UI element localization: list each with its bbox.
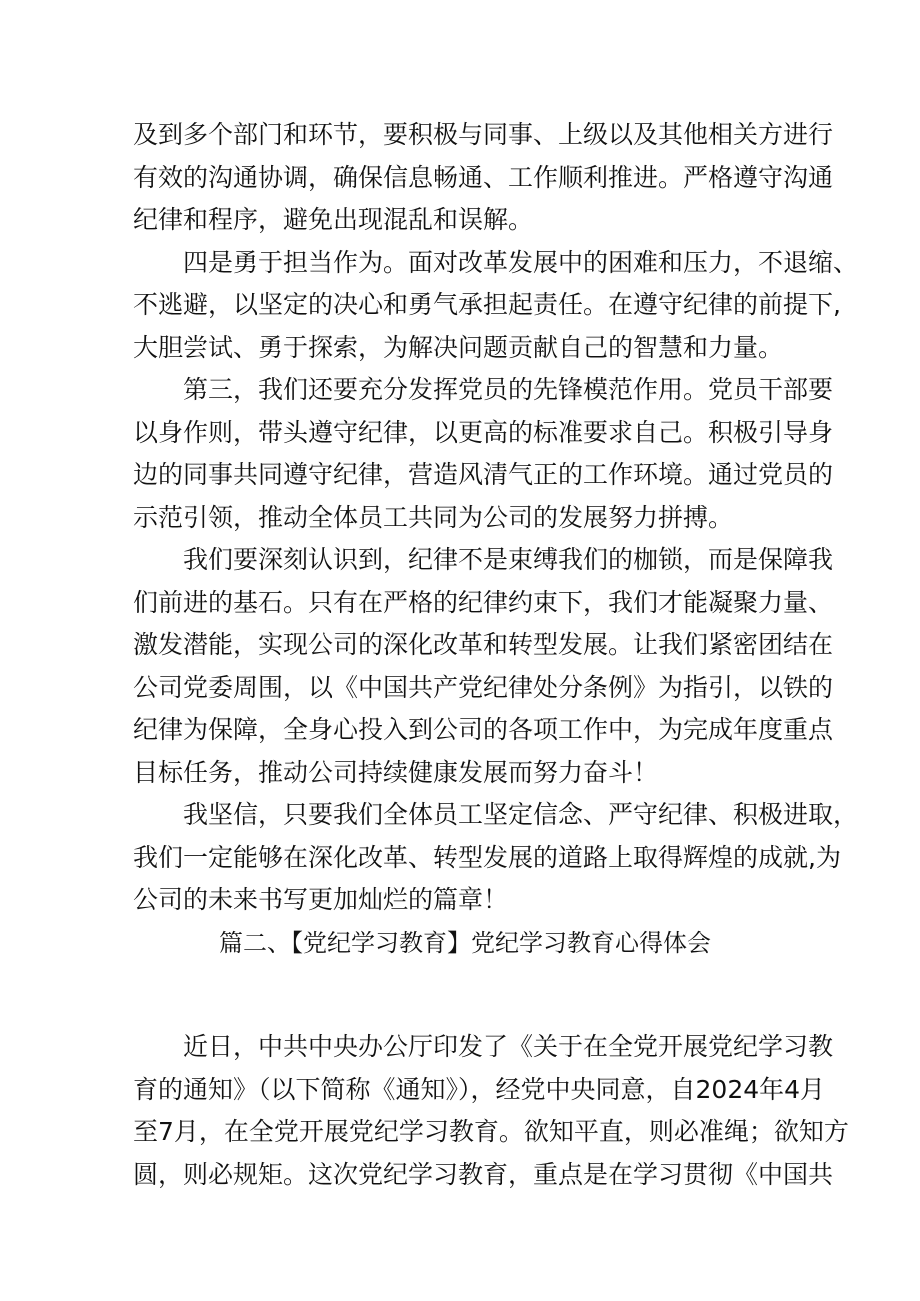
text-line: 至7月，在全党开展党纪学习教育。欲知平直，则必准绳；欲知方 bbox=[133, 1117, 849, 1146]
text-line: 我们一定能够在深化改革、转型发展的道路上取得辉煌的成就,为 bbox=[133, 842, 841, 872]
text-line: 第三，我们还要充分发挥党员的先锋模范作用。党员干部要 bbox=[183, 375, 834, 404]
document-body bbox=[133, 114, 859, 1196]
section-gap bbox=[133, 964, 797, 1026]
text-line: 公司党委周围，以《中国共产党纪律处分条例》为指引，以铁的 bbox=[133, 672, 834, 702]
text-line: 激发潜能，实现公司的深化改革和转型发展。让我们紧密团结在 bbox=[133, 630, 834, 659]
text-line: 边的同事共同遵守纪律，营造风清气正的工作环境。通过党员的 bbox=[133, 460, 834, 489]
text-line: 们前进的基石。只有在严格的纪律约束下，我们才能凝聚力量、 bbox=[133, 587, 834, 617]
text-line: 公司的未来书写更加灿烂的篇章！ bbox=[133, 885, 509, 914]
text-line: 四是勇于担当作为。面对改革发展中的困难和压力，不退缩、 bbox=[183, 247, 859, 277]
text-line: 我坚信，只要我们全体员工坚定信念、严守纪律、积极进取， bbox=[183, 800, 859, 829]
text-line: 近日，中共中央办公厅印发了《关于在全党开展党纪学习教 bbox=[183, 1032, 834, 1061]
text-line: 不逃避，以坚定的决心和勇气承担起责任。在遵守纪律的前提下, bbox=[133, 290, 841, 319]
paragraph-communication bbox=[133, 114, 834, 242]
paragraph-notice bbox=[133, 1026, 849, 1196]
paragraph-responsibility bbox=[133, 242, 859, 370]
paragraph-discipline bbox=[133, 539, 834, 794]
paragraph-party-members bbox=[133, 369, 834, 539]
text-line: 育的通知》（以下简称《通知》），经党中央同意，自2024年4月 bbox=[133, 1074, 826, 1104]
text-line: 示范引领，推动全体员工共同为公司的发展努力拼搏。 bbox=[133, 502, 734, 532]
text-line: 圆，则必规矩。这次党纪学习教育，重点是在学习贯彻《中国共 bbox=[133, 1159, 834, 1189]
text-line: 及到多个部门和环节，要积极与同事、上级以及其他相关方进行 bbox=[133, 120, 834, 149]
text-line: 以身作则，带头遵守纪律，以更高的标准要求自己。积极引导身 bbox=[133, 417, 834, 447]
section-heading: 篇二、【党纪学习教育】党纪学习教育心得体会 bbox=[219, 928, 711, 957]
text-line: 我们要深刻认识到，纪律不是束缚我们的枷锁，而是保障我 bbox=[183, 545, 834, 574]
text-line: 大胆尝试、勇于探索，为解决问题贡献自己的智慧和力量。 bbox=[133, 332, 784, 362]
text-line: 有效的沟通协调，确保信息畅通、工作顺利推进。严格遵守沟通 bbox=[133, 162, 834, 192]
text-line: 目标任务，推动公司持续健康发展而努力奋斗！ bbox=[133, 757, 659, 787]
text-line: 纪律和程序，避免出现混乱和误解。 bbox=[133, 205, 534, 234]
text-line: 纪律为保障，全身心投入到公司的各项工作中，为完成年度重点 bbox=[133, 715, 834, 744]
paragraph-conclusion bbox=[133, 794, 859, 922]
